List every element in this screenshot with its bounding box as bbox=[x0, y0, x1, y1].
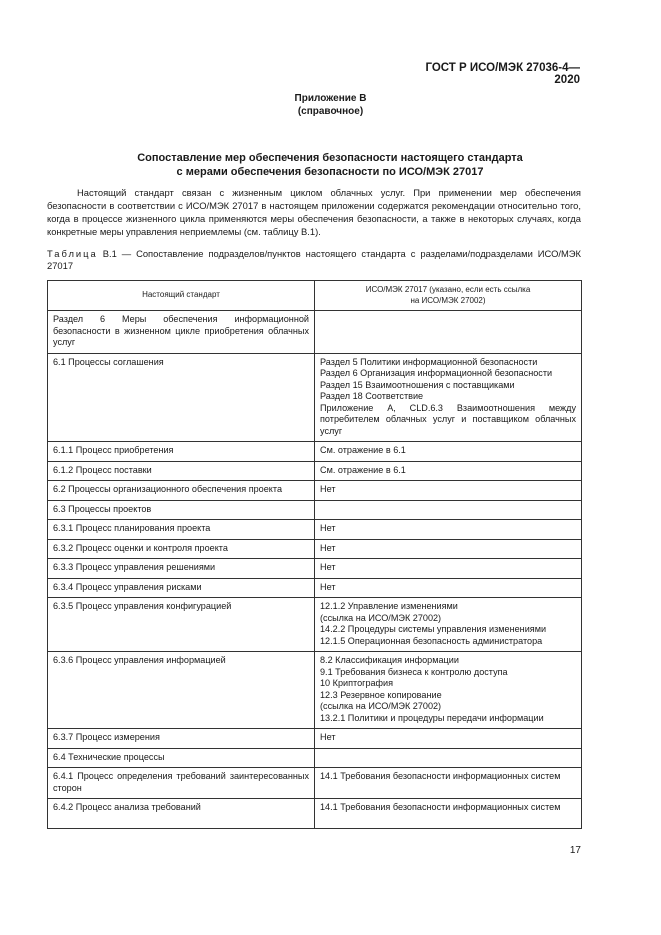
cell-iso-line: 14.1 Требования безопасности информационных систем bbox=[320, 802, 561, 812]
cell-iso-27017 bbox=[315, 481, 582, 501]
cell-iso-27017 bbox=[315, 768, 582, 799]
cell-this-standard: 6.3.5 Процесс управления конфигурацией bbox=[48, 598, 315, 652]
table-row bbox=[48, 598, 582, 652]
annex-subtitle: (справочное) bbox=[297, 106, 364, 117]
cell-iso-line: 14.2.2 Процедуры системы управления изменениями bbox=[320, 624, 547, 634]
cell-iso-27017 bbox=[315, 461, 582, 481]
table-row bbox=[48, 500, 582, 520]
cell-iso-line: (ссылка на ИСО/МЭК 27002) bbox=[320, 612, 442, 623]
cell-iso-line: 12.3 Резервное копирование bbox=[320, 689, 442, 700]
table-row bbox=[48, 353, 582, 442]
cell-this-standard: 6.1.1 Процесс приобретения bbox=[48, 442, 315, 462]
cell-iso-line: 8.2 Классификация информации bbox=[320, 655, 459, 665]
cell-iso-line: Приложение А, CLD.6.3 Взаимоотношения между потребителем облачных услуг и поставщиком облачных услуг bbox=[320, 402, 576, 436]
cell-iso-line: (ссылка на ИСО/МЭК 27002) bbox=[320, 701, 442, 711]
cell-iso-27017 bbox=[315, 729, 582, 749]
cell-iso-27017 bbox=[315, 353, 582, 442]
section-heading bbox=[80, 151, 580, 179]
cell-this-standard: 6.1 Процессы соглашения bbox=[48, 353, 315, 442]
table-row bbox=[48, 481, 582, 501]
table-row bbox=[48, 768, 582, 799]
cell-iso-line: См. отражение в 6.1 bbox=[320, 464, 406, 475]
table-row bbox=[48, 520, 582, 540]
table-row bbox=[48, 729, 582, 749]
cell-iso-line: Нет bbox=[320, 562, 336, 572]
table-row bbox=[48, 539, 582, 559]
heading-line-1: Сопоставление мер обеспечения безопасности настоящего стандарта bbox=[137, 152, 523, 164]
cell-iso-27017 bbox=[315, 500, 582, 520]
table-caption-text: В.1 — Сопоставление подразделов/пунктов настоящего стандарта с разделами/подразделами ИСО/МЭК 27017 bbox=[47, 248, 581, 271]
cell-iso-27017 bbox=[315, 559, 582, 579]
table-row bbox=[48, 578, 582, 598]
cell-this-standard: 6.2 Процессы организационного обеспечения проекта bbox=[48, 481, 315, 501]
cell-iso-27017 bbox=[315, 652, 582, 729]
header-iso-line-2: на ИСО/МЭК 27002) bbox=[410, 295, 486, 305]
table-row bbox=[48, 748, 582, 768]
cell-iso-line: См. отражение в 6.1 bbox=[320, 445, 406, 455]
cell-iso-27017 bbox=[315, 799, 582, 829]
cell-iso-27017 bbox=[315, 578, 582, 598]
header-iso-27017 bbox=[315, 281, 582, 311]
cell-this-standard: Раздел 6 Меры обеспечения информационной безопасности в жизненном цикле приобретения облачных услуг bbox=[48, 311, 315, 354]
cell-iso-line: Нет bbox=[320, 484, 336, 494]
cell-this-standard: 6.3.2 Процесс оценки и контроля проекта bbox=[48, 539, 315, 559]
table-row bbox=[48, 461, 582, 481]
cell-iso-line: 10 Криптография bbox=[320, 678, 394, 688]
cell-this-standard: 6.3 Процессы проектов bbox=[48, 500, 315, 520]
cell-iso-27017 bbox=[315, 520, 582, 540]
intro-paragraph: Настоящий стандарт связан с жизненным циклом облачных услуг. При применении мер обеспечения безопасности в соответствии с ИСО/МЭК 27017 в настоящем приложении содержатся рекомендации относительно того, когда в процессе жизненного цикла применяются меры обеспечения безопасности, а также в некоторых случаях, когда конкретные меры управления неприемлемы (см. таблицу В.1). bbox=[47, 187, 581, 237]
table-row bbox=[48, 799, 582, 829]
cell-iso-line: Раздел 15 Взаимоотношения с поставщиками bbox=[320, 379, 515, 390]
header-iso-line-1: ИСО/МЭК 27017 (указано, если есть ссылка bbox=[365, 285, 531, 294]
cell-iso-line: Раздел 18 Соответствие bbox=[320, 391, 424, 401]
document-code: ГОСТ Р ИСО/МЭК 27036-4—2020 bbox=[425, 62, 580, 86]
cell-iso-line: Нет bbox=[320, 581, 336, 592]
page-number: 17 bbox=[569, 845, 581, 856]
cell-this-standard: 6.3.7 Процесс измерения bbox=[48, 729, 315, 749]
cell-this-standard: 6.3.1 Процесс планирования проекта bbox=[48, 520, 315, 540]
cell-this-standard: 6.3.6 Процесс управления информацией bbox=[48, 652, 315, 729]
cell-this-standard: 6.3.4 Процесс управления рисками bbox=[48, 578, 315, 598]
cell-iso-line: 12.1.2 Управление изменениями bbox=[320, 601, 458, 611]
cell-iso-line: Нет bbox=[320, 542, 336, 553]
table-caption bbox=[47, 248, 581, 272]
table-caption-label: Таблица bbox=[47, 248, 98, 259]
table-body bbox=[48, 311, 582, 829]
cell-this-standard: 6.4.2 Процесс анализа требований bbox=[48, 799, 315, 829]
cell-this-standard: 6.3.3 Процесс управления решениями bbox=[48, 559, 315, 579]
cell-iso-line: Нет bbox=[320, 732, 336, 742]
cell-iso-27017 bbox=[315, 442, 582, 462]
header-this-standard: Настоящий стандарт bbox=[48, 281, 315, 311]
cell-iso-line: 9.1 Требования бизнеса к контролю доступа bbox=[320, 666, 508, 677]
cell-iso-27017 bbox=[315, 539, 582, 559]
table-header-row bbox=[48, 281, 582, 311]
cell-iso-line: Раздел 6 Организация информационной безопасности bbox=[320, 368, 553, 378]
cell-iso-line: Нет bbox=[320, 523, 336, 533]
cell-iso-line: 13.2.1 Политики и процедуры передачи информации bbox=[320, 712, 544, 723]
cell-this-standard: 6.4 Технические процессы bbox=[48, 748, 315, 768]
cell-iso-line: 12.1.5 Операционная безопасность администратора bbox=[320, 635, 543, 646]
table-row bbox=[48, 311, 582, 354]
cell-iso-27017 bbox=[315, 598, 582, 652]
cell-this-standard: 6.1.2 Процесс поставки bbox=[48, 461, 315, 481]
mapping-table bbox=[47, 280, 582, 829]
table-row bbox=[48, 559, 582, 579]
cell-iso-line: 14.1 Требования безопасности информационных систем bbox=[320, 771, 561, 781]
table-row bbox=[48, 442, 582, 462]
heading-line-2: с мерами обеспечения безопасности по ИСО/МЭК 27017 bbox=[176, 166, 484, 178]
cell-this-standard: 6.4.1 Процесс определения требований заинтересованных сторон bbox=[48, 768, 315, 799]
cell-iso-line: Раздел 5 Политики информационной безопасности bbox=[320, 356, 538, 367]
table-row bbox=[48, 652, 582, 729]
annex-title: Приложение В bbox=[294, 93, 367, 104]
cell-iso-27017 bbox=[315, 748, 582, 768]
cell-iso-27017 bbox=[315, 311, 582, 354]
